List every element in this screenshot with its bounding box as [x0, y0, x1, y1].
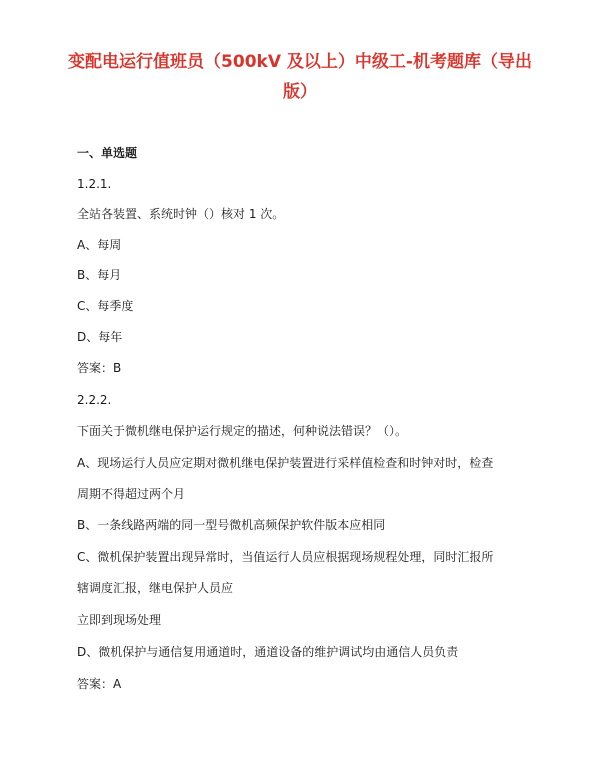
question-stem: 全站各装置、系统时钟（）核对 1 次。 — [77, 207, 285, 221]
question-number: 2.2.2. — [77, 393, 112, 407]
answer: 答案：B — [77, 361, 122, 375]
option-c-continued: 立即到现场处理 — [77, 613, 162, 627]
option-c: C、每季度 — [77, 299, 134, 313]
option-b: B、每月 — [77, 268, 122, 282]
question-stem: 下面关于微机继电保护运行规定的描述，何种说法错误？（）。 — [77, 424, 408, 438]
option-a-continued: 周期不得超过两个月 — [77, 487, 186, 501]
option-d: D、微机保护与通信复用通道时，通道设备的维护调试均由通信人员负责 — [77, 645, 459, 659]
document-title-line-2: 版） — [283, 82, 317, 102]
option-c-continued: 辖调度汇报，继电保护人员应 — [77, 581, 234, 595]
option-b: B、一条线路两端的同一型号微机高频保护软件版本应相同 — [77, 518, 386, 532]
option-a: A、每周 — [77, 238, 122, 252]
option-a: A、现场运行人员应定期对微机继电保护装置进行采样值检查和时钟对时，检查 — [77, 456, 494, 470]
option-d: D、每年 — [77, 330, 123, 344]
answer: 答案：A — [77, 677, 122, 691]
option-c: C、微机保护装置出现异常时，当值运行人员应根据现场规程处理，同时汇报所 — [77, 550, 494, 564]
question-number: 1.2.1. — [77, 177, 112, 191]
section-heading: 一、单选题 — [77, 146, 138, 160]
document-title-line-1: 变配电运行值班员（500kV 及以上）中级工-机考题库（导出 — [68, 52, 532, 72]
